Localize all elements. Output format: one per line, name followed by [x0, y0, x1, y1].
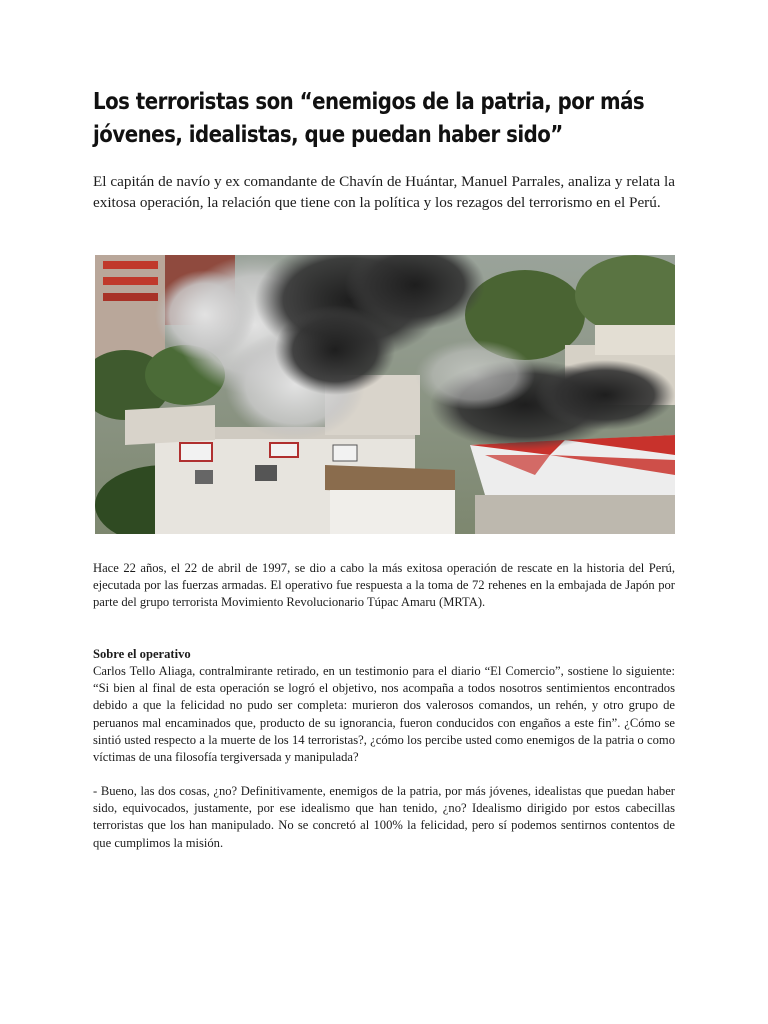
paragraph-intro: Hace 22 años, el 22 de abril de 1997, se dio a cabo la más exitosa operación de rescate en la historia del Perú, ejecutada por las fuerzas armadas. El operativo fue respuesta a la toma de 72 rehenes en la embajada de Japón por parte del grupo terrorista Movimiento Revolucionario Túpac Amaru (MRTA).: [93, 561, 675, 610]
article-photo: [95, 255, 675, 534]
paragraph-answer: - Bueno, las dos cosas, ¿no? Definitivamente, enemigos de la patria, por más jóvenes, idealistas que puedan haber sido, equivocados, justamente, por ese idealismo que han tenido, ¿no? Idealismo dirigido por estos cabecillas terroristas que los han manipulado. No se concretó al 100% la felicidad, pero sí podemos sentirnos contentos de que cumplimos la misión.: [93, 784, 675, 850]
section-heading: Sobre el operativo: [93, 647, 191, 661]
article-lead: El capitán de navío y ex comandante de Chavín de Huántar, Manuel Parrales, analiza y relata la exitosa operación, la relación que tiene con la política y los rezagos del terrorismo en el Perú.: [93, 173, 675, 211]
paragraph-testimony: Carlos Tello Aliaga, contralmirante retirado, en un testimonio para el diario “El Comercio”, sostiene lo siguiente: “Si bien al final de esta operación se logró el objetivo, nos acompaña a todos nosotros sentimientos encontrados debido a que la felicidad no pudo ser completa: murieron dos valerosos comandos, un rehén, y otro grupo de peruanos mal encaminados que, producto de su ignorancia, fueron conducidos con engaños a este fin”. ¿Cómo se sintió usted respecto a la muerte de los 14 terroristas?, ¿cómo los percibe usted como enemigos de la patria o como víctimas de una filosofía tergiversada y manipulada?: [93, 664, 675, 765]
article-headline: Los terroristas son “enemigos de la patria, por más jóvenes, idealistas, que puedan haber sido”: [93, 89, 645, 148]
